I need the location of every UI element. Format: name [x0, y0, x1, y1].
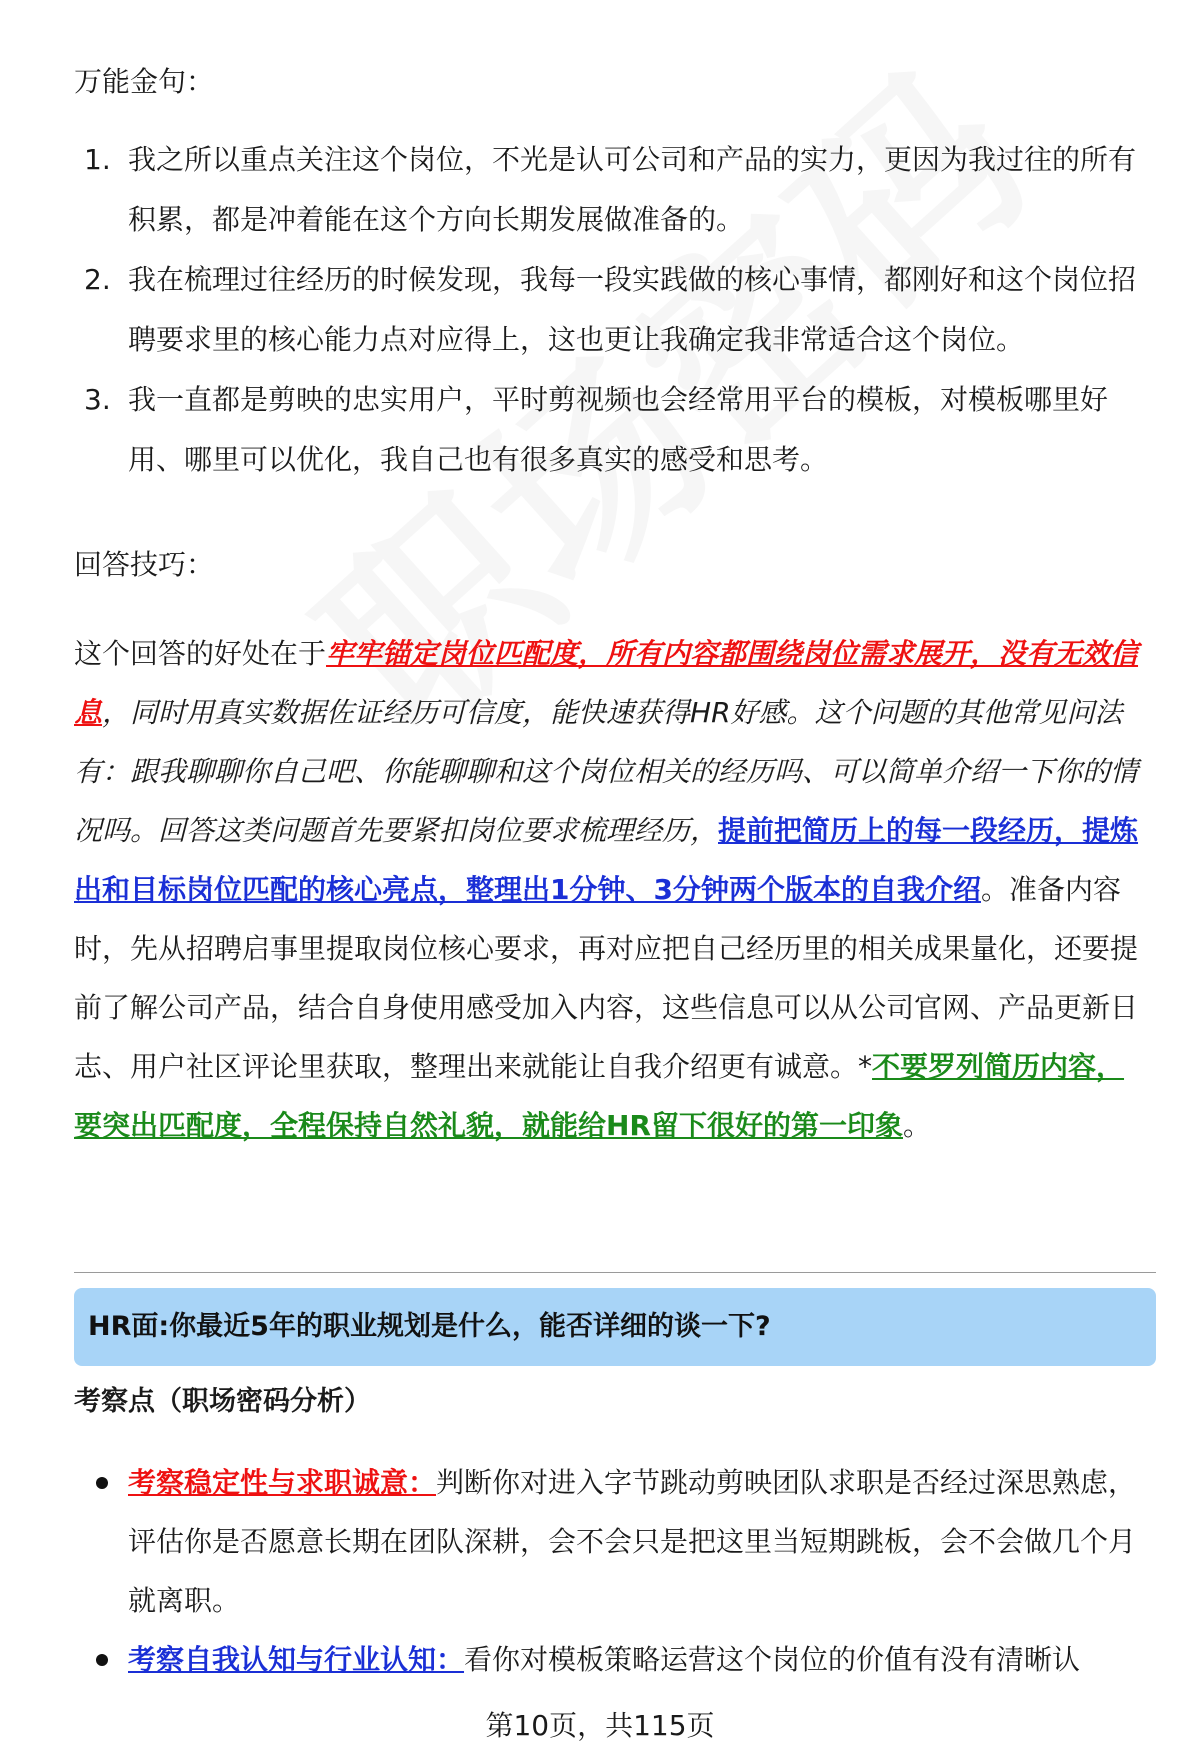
point-label: 考察自我认知与行业认知：	[128, 1643, 465, 1676]
list-text: 我之所以重点关注这个岗位，不光是认可公司和产品的实力，更因为我过往的所有积累，都是冲着能在这个方向长期发展做准备的。	[128, 143, 1137, 236]
tips-body: 。准备内容时，先从招聘启事里提取岗位核心要求，再对应把自己经历里的相关成果量化，还要提前了解公司产品，结合自身使用感受加入内容，这些信息可以从公司官网、产品更新日志、用户社区评论里获取，整理出来就能让自我介绍更有诚意。*	[74, 873, 1139, 1083]
question-box	[74, 1288, 1156, 1366]
list-item	[96, 1453, 1156, 1630]
highlight-blue: 提前把简历上的每一段经历，提炼出和目标岗位匹配的核心亮点，整理出1分钟、3分钟两个版本的自我介绍	[74, 814, 1139, 906]
page-number: 第10页，共115页	[485, 1709, 715, 1742]
list-number: 1.	[84, 143, 111, 176]
section-divider	[74, 1272, 1156, 1273]
analysis-heading: 考察点（职场密码分析）	[74, 1386, 371, 1417]
list-number: 3.	[84, 383, 111, 416]
list-text: 我一直都是剪映的忠实用户，平时剪视频也会经常用平台的模板，对模板哪里好用、哪里可以优化，我自己也有很多真实的感受和思考。	[128, 383, 1109, 476]
highlight-red: 牢牢锚定岗位匹配度，所有内容都围绕岗位需求展开，没有无效信息	[74, 637, 1139, 729]
formula-label: 万能金句：	[74, 65, 215, 98]
bullet-icon	[96, 1477, 108, 1489]
question-title: HR面:你最近5年的职业规划是什么，能否详细的谈一下?	[88, 1311, 771, 1342]
list-item	[84, 250, 1144, 370]
point-text: 判断你对进入字节跳动剪映团队求职是否经过深思熟虑，评估你是否愿意长期在团队深耕，会不会只是把这里当短期跳板，会不会做几个月就离职。	[128, 1466, 1137, 1617]
bullet-icon	[96, 1654, 108, 1666]
tips-italic: ，同时用真实数据佐证经历可信度，能快速获得HR好感。这个问题的其他常见问法有：跟我聊聊你自己吧、你能聊聊和这个岗位相关的经历吗、可以简单介绍一下你的情况吗。回答这类问题首先要紧扣岗位要求梳理经历，	[74, 696, 1139, 847]
list-item	[84, 370, 1144, 490]
point-text: 看你对模板策略运营这个岗位的价值有没有清晰认	[464, 1643, 1081, 1676]
tips-label: 回答技巧：	[74, 548, 215, 581]
tips-intro: 这个回答的好处在于	[74, 637, 327, 670]
tips-paragraph	[74, 624, 1150, 1155]
point-label: 考察稳定性与求职诚意：	[128, 1466, 437, 1499]
analysis-list	[96, 1453, 1156, 1689]
list-text: 我在梳理过往经历的时候发现，我每一段实践做的核心事情，都刚好和这个岗位招聘要求里的核心能力点对应得上，这也更让我确定我非常适合这个岗位。	[128, 263, 1137, 356]
list-item	[84, 130, 1144, 250]
tips-end: 。	[903, 1109, 932, 1142]
formula-list	[84, 130, 1144, 490]
list-number: 2.	[84, 263, 111, 296]
highlight-green: 不要罗列简历内容，要突出匹配度，全程保持自然礼貌，就能给HR留下很好的第一印象	[74, 1050, 1125, 1142]
list-item	[96, 1630, 1156, 1689]
